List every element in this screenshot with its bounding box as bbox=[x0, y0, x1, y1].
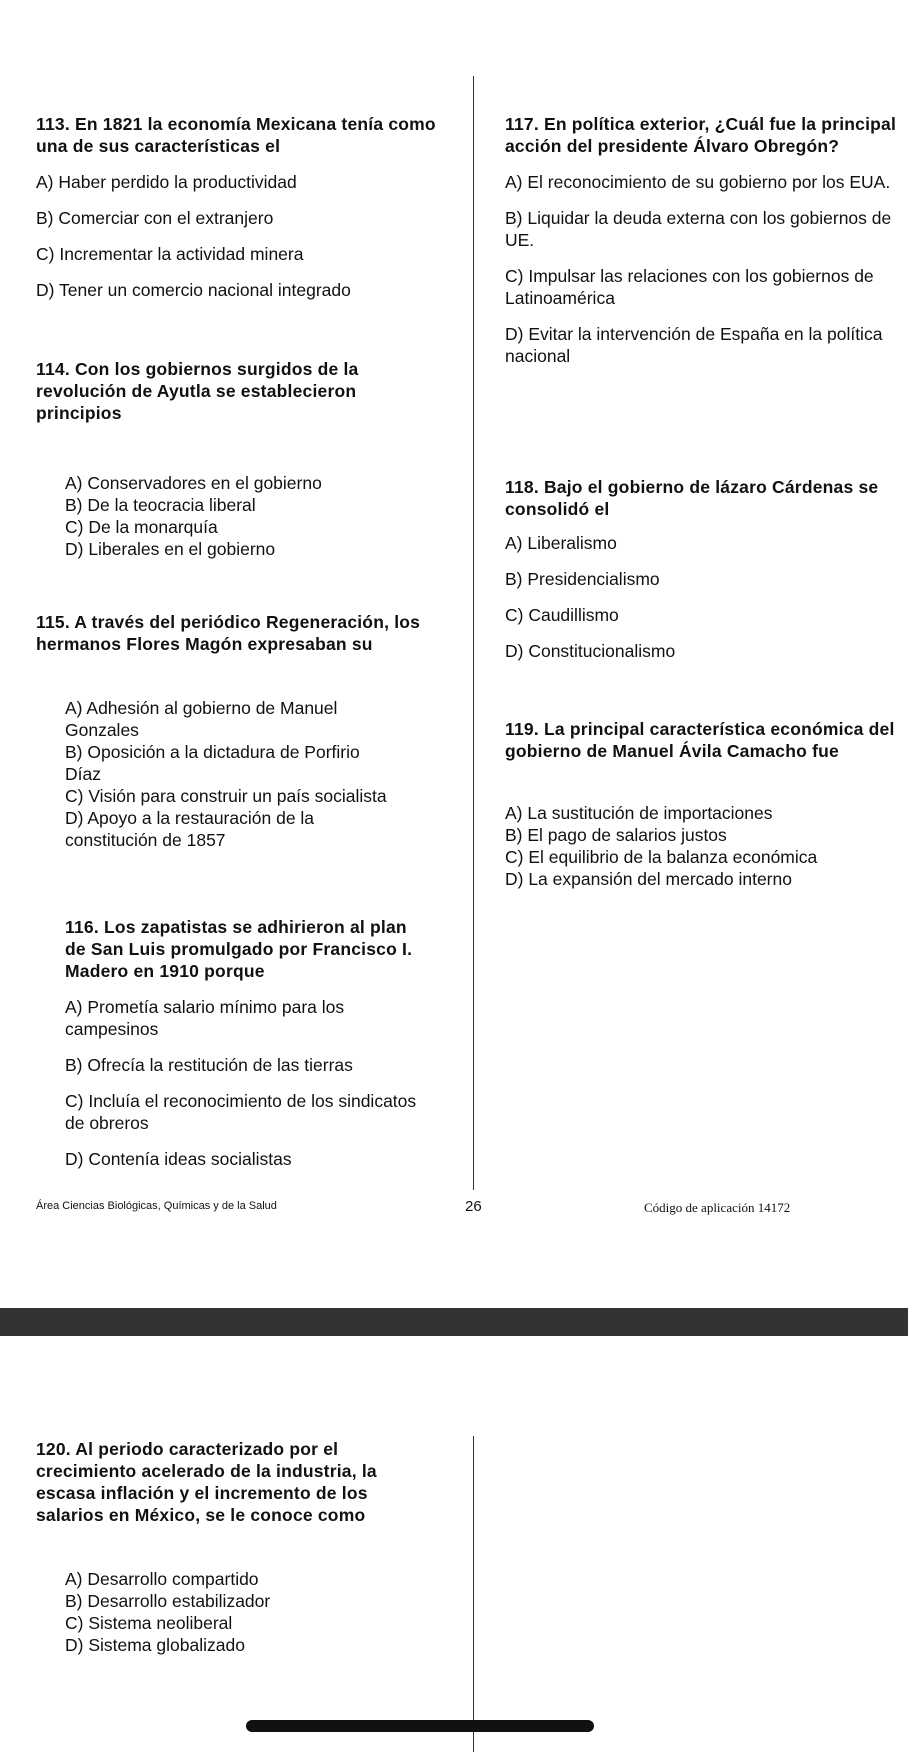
question-118-option-c: C) Caudillismo bbox=[505, 605, 619, 625]
question-117 bbox=[505, 113, 903, 367]
question-115-option-c: C) Visión para construir un país socialista bbox=[65, 786, 387, 806]
question-116-option-d: D) Contenía ideas socialistas bbox=[65, 1149, 292, 1169]
question-116 bbox=[65, 916, 425, 1170]
question-115-option-b: B) Oposición a la dictadura de Porfirio Díaz bbox=[65, 742, 360, 784]
question-119-option-b: B) El pago de salarios justos bbox=[505, 825, 727, 845]
question-117-option-d: D) Evitar la intervención de España en la política nacional bbox=[505, 324, 883, 366]
column-divider bbox=[473, 1436, 474, 1752]
question-114-option-d: D) Liberales en el gobierno bbox=[65, 539, 276, 559]
footer-area: Área Ciencias Biológicas, Químicas y de la Salud bbox=[36, 1200, 277, 1212]
question-118-option-d: D) Constitucionalismo bbox=[505, 641, 676, 661]
question-119-option-c: C) El equilibrio de la balanza económica bbox=[505, 847, 818, 867]
question-115-title: 115. A través del periódico Regeneración, los hermanos Flores Magón expresaban su bbox=[36, 612, 421, 654]
question-116-option-c: C) Incluía el reconocimiento de los sindicatos de obreros bbox=[65, 1091, 417, 1133]
question-120-option-c: C) Sistema neoliberal bbox=[65, 1613, 233, 1633]
question-114-option-a: A) Conservadores en el gobierno bbox=[65, 473, 322, 493]
question-114-title: 114. Con los gobiernos surgidos de la revolución de Ayutla se establecieron principios bbox=[36, 359, 359, 423]
question-119 bbox=[505, 718, 905, 890]
question-115 bbox=[36, 611, 436, 851]
question-117-option-c: C) Impulsar las relaciones con los gobiernos de Latinoamérica bbox=[505, 266, 874, 308]
question-113-option-d: D) Tener un comercio nacional integrado bbox=[36, 280, 351, 300]
question-114-option-c: C) De la monarquía bbox=[65, 517, 218, 537]
question-114 bbox=[36, 358, 426, 560]
question-116-option-a: A) Prometía salario mínimo para los campesinos bbox=[65, 997, 345, 1039]
question-115-option-d: D) Apoyo a la restauración de la constitución de 1857 bbox=[65, 808, 315, 850]
question-120 bbox=[36, 1438, 436, 1656]
question-119-title: 119. La principal característica económica del gobierno de Manuel Ávila Camacho fue bbox=[505, 719, 895, 761]
question-120-title: 120. Al periodo caracterizado por el crecimiento acelerado de la industria, la escasa inflación y el incremento de los salarios en México, se le conoce como bbox=[36, 1439, 377, 1525]
question-113-option-b: B) Comerciar con el extranjero bbox=[36, 208, 274, 228]
question-120-option-b: B) Desarrollo estabilizador bbox=[65, 1591, 271, 1611]
question-117-option-b: B) Liquidar la deuda externa con los gobiernos de UE. bbox=[505, 208, 892, 250]
question-119-option-d: D) La expansión del mercado interno bbox=[505, 869, 792, 889]
question-114-option-b: B) De la teocracia liberal bbox=[65, 495, 256, 515]
question-117-option-a: A) El reconocimiento de su gobierno por los EUA. bbox=[505, 172, 891, 192]
footer-code: Código de aplicación 14172 bbox=[644, 1200, 791, 1215]
question-116-option-b: B) Ofrecía la restitución de las tierras bbox=[65, 1055, 353, 1075]
question-113-title: 113. En 1821 la economía Mexicana tenía como una de sus características el bbox=[36, 114, 436, 156]
question-118-option-b: B) Presidencialismo bbox=[505, 569, 660, 589]
question-120-option-a: A) Desarrollo compartido bbox=[65, 1569, 259, 1589]
question-113-option-a: A) Haber perdido la productividad bbox=[36, 172, 297, 192]
question-113 bbox=[36, 113, 456, 301]
question-118-option-a: A) Liberalismo bbox=[505, 533, 617, 553]
home-indicator-bar[interactable] bbox=[246, 1720, 594, 1732]
page-number: 26 bbox=[465, 1198, 482, 1215]
question-120-option-d: D) Sistema globalizado bbox=[65, 1635, 245, 1655]
question-116-title: 116. Los zapatistas se adhirieron al plan de San Luis promulgado por Francisco I. Madero en 1910 porque bbox=[65, 917, 413, 981]
question-115-option-a: A) Adhesión al gobierno de Manuel Gonzales bbox=[65, 698, 338, 740]
question-118-title: 118. Bajo el gobierno de lázaro Cárdenas se consolidó el bbox=[505, 477, 879, 519]
exam-page-27 bbox=[0, 1336, 908, 1752]
column-divider bbox=[473, 76, 474, 1190]
question-117-title: 117. En política exterior, ¿Cuál fue la principal acción del presidente Álvaro Obregón? bbox=[505, 114, 897, 156]
page-separator bbox=[0, 1308, 908, 1336]
question-118 bbox=[505, 476, 903, 662]
question-119-option-a: A) La sustitución de importaciones bbox=[505, 803, 773, 823]
question-113-option-c: C) Incrementar la actividad minera bbox=[36, 244, 304, 264]
